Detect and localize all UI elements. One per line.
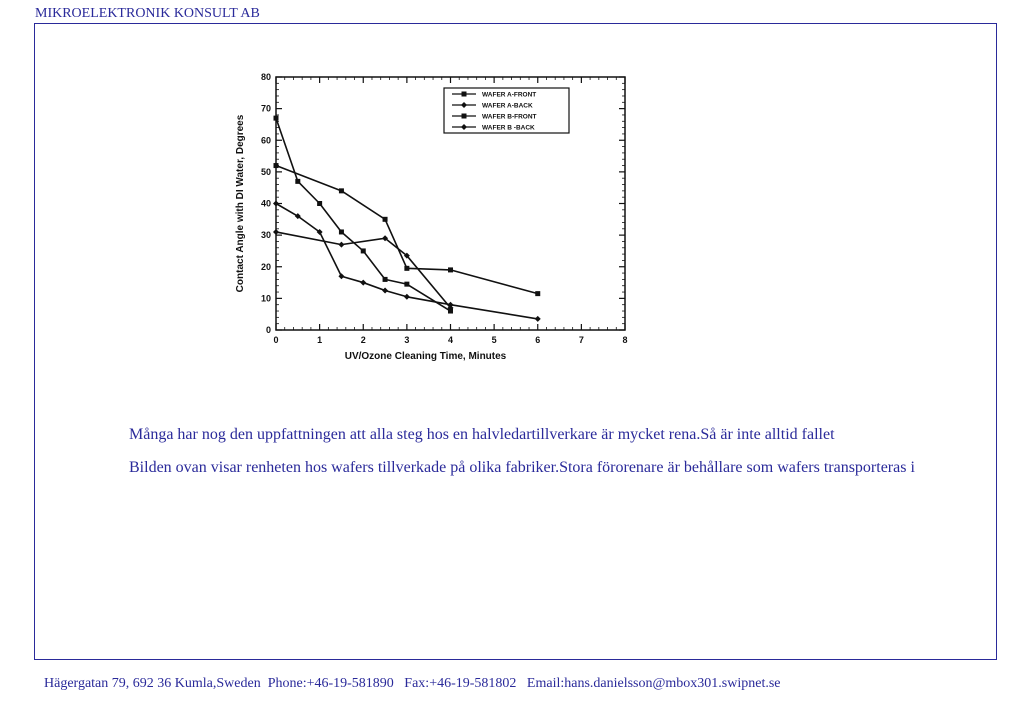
data-point-series-3: [383, 217, 388, 222]
y-tick-label: 10: [260, 293, 271, 304]
contact-angle-chart: [225, 68, 645, 378]
legend-swatch-marker: [462, 92, 467, 97]
y-tick-label: 60: [260, 135, 271, 146]
data-point-series-4: [338, 242, 344, 248]
data-point-series-2: [382, 287, 388, 293]
y-tick-label: 70: [260, 103, 271, 114]
legend-entry: WAFER A-BACK: [482, 102, 533, 110]
x-tick-label: 1: [317, 335, 323, 345]
data-point-series-3: [535, 291, 540, 296]
x-tick-label: 7: [578, 335, 584, 345]
data-point-series-3: [448, 267, 453, 272]
body-paragraph-1: Många har nog den uppfattningen att alla steg hos en halvledartillverkare är mycket rena.Så är inte alltid fallet: [129, 426, 835, 443]
data-point-series-2: [535, 316, 541, 322]
y-axis-label: Contact Angle with DI Water, Degrees: [235, 114, 246, 293]
y-tick-label: 30: [260, 230, 271, 241]
x-tick-label: 2: [360, 335, 366, 345]
data-point-series-1: [361, 248, 366, 253]
data-point-series-4: [273, 229, 279, 235]
legend-entry: WAFER B -BACK: [482, 124, 535, 132]
x-tick-label: 0: [273, 335, 279, 345]
data-point-series-1: [383, 277, 388, 282]
company-name: MIKROELEKTRONIK KONSULT AB: [35, 6, 260, 21]
x-axis-label: UV/Ozone Cleaning Time, Minutes: [344, 351, 507, 362]
y-tick-label: 0: [265, 325, 271, 335]
data-point-series-2: [338, 273, 344, 279]
series-line-4: [276, 232, 451, 308]
y-tick-label: 40: [260, 198, 271, 209]
y-tick-label: 20: [260, 261, 271, 272]
y-tick-label: 50: [260, 166, 271, 177]
body-paragraph-2: Bilden ovan visar renheten hos wafers tillverkade på olika fabriker.Stora förorenare är behållare som wafers transporteras i: [129, 459, 915, 476]
data-point-series-2: [404, 294, 410, 300]
x-tick-label: 8: [622, 335, 628, 345]
legend-entry: WAFER A-FRONT: [482, 91, 537, 99]
data-point-series-1: [274, 116, 279, 121]
data-point-series-3: [339, 188, 344, 193]
legend-swatch-marker: [462, 114, 467, 119]
legend-entry: WAFER B-FRONT: [482, 113, 537, 121]
data-point-series-1: [317, 201, 322, 206]
series-line-2: [276, 204, 538, 319]
x-tick-label: 6: [535, 335, 541, 345]
x-tick-label: 4: [447, 335, 454, 345]
data-point-series-1: [295, 179, 300, 184]
x-tick-label: 5: [491, 335, 497, 345]
data-point-series-3: [274, 163, 279, 168]
data-point-series-3: [404, 266, 409, 271]
x-tick-label: 3: [404, 335, 410, 345]
data-point-series-1: [339, 229, 344, 234]
y-tick-label: 80: [260, 72, 271, 82]
footer-contact: Hägergatan 79, 692 36 Kumla,Sweden Phone:+46-19-581890 Fax:+46-19-581802 Email:hans.danielsson@mbox301.swipnet.se: [44, 676, 781, 691]
data-point-series-1: [404, 282, 409, 287]
data-point-series-2: [360, 280, 366, 286]
